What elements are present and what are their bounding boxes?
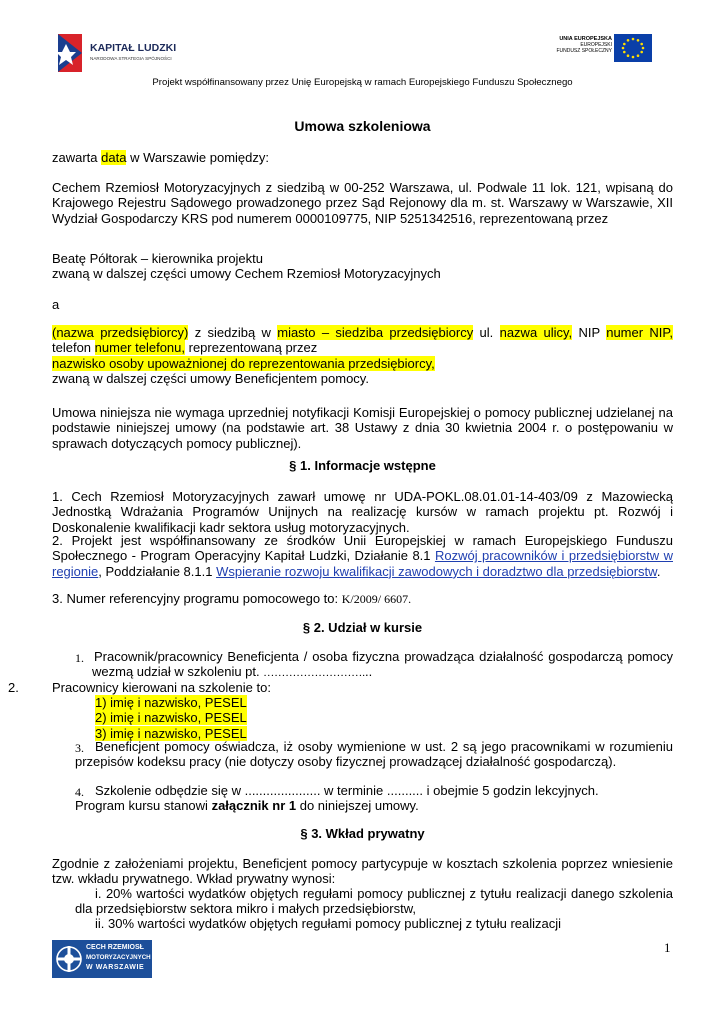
- section3-paragraph: Zgodnie z założeniami projektu, Beneficjent pomocy partycypuje w kosztach szkolenia poprzez wniesienie tzw. wkładu prywatnego. Wkład prywatny wynosi:: [52, 856, 673, 887]
- eu-logo-line3: FUNDUSZ SPOŁECZNY: [556, 48, 612, 54]
- employee-placeholder-2: 2) imię i nazwisko, PESEL: [95, 710, 247, 726]
- city-placeholder: miasto – siedziba przedsiębiorcy: [277, 325, 474, 340]
- attachment-reference: załącznik nr 1: [211, 798, 297, 814]
- link-wspieranie-rozwoju[interactable]: Wspieranie rozwoju kwalifikacji zawodowych i doradztwo dla przedsiębiorstw: [216, 563, 657, 579]
- kapital-ludzki-title: KAPITAŁ LUDZKI: [90, 42, 177, 54]
- kapital-ludzki-logo: [52, 28, 184, 80]
- eu-logo-line2: EUROPEJSKI: [580, 42, 612, 48]
- s2-item1-number: 1.: [75, 651, 84, 665]
- employee-placeholder-1: 1) imię i nazwisko, PESEL: [95, 695, 247, 710]
- reference-number: K/2009/ 6607.: [341, 592, 412, 606]
- cech-logo-line1: CECH RZEMIOSŁ: [86, 944, 144, 951]
- s2-item4-number: 4.: [75, 785, 84, 799]
- s2-item3-number: 3.: [75, 741, 84, 755]
- page-number: 1: [664, 940, 671, 955]
- eu-flag-icon: [614, 34, 652, 62]
- cech-emblem-icon: [54, 943, 84, 975]
- section3-item-i: i. 20% wartości wydatków objętych regułami pomocy publicznej z tytułu realizacji danego szkolenia dla przedsiębiorstw sektora mikro i małych przedsiębiorstw,: [75, 886, 673, 917]
- cech-logo: [52, 940, 152, 978]
- intro-line: zawarta data w Warszawie pomiędzy:: [52, 150, 270, 165]
- s2-item2-number: 2.: [8, 680, 19, 695]
- kapital-ludzki-subtitle: NARODOWA STRATEGIA SPÓJNOŚCI: [90, 56, 172, 61]
- employee-list: [95, 695, 247, 741]
- section1-point3: 3. Numer referencyjny programu pomocowego to: K/2009/ 6607.: [52, 591, 412, 606]
- link-rozwoj-pracownikow[interactable]: Rozwój pracowników i przedsiębiorstw w regionie: [52, 548, 673, 579]
- kapital-ludzki-emblem: [52, 30, 88, 76]
- date-placeholder: data: [101, 150, 127, 165]
- eu-logo: [548, 34, 652, 70]
- phone-placeholder: numer telefonu,: [94, 340, 185, 356]
- party2-paragraph: (nazwa przedsiębiorcy) z siedzibą w miasto – siedziba przedsiębiorcy ul. nazwa ulicy, NIP numer NIP, telefon numer telefonu, reprezentowaną przez nazwisko osoby upoważnionej do reprezentowania przedsiębiorcy, zwaną w dalszej części umowy Beneficjentem pomocy.: [52, 325, 673, 387]
- section2-heading: § 2. Udział w kursie: [302, 620, 423, 635]
- section1-point2: 2. Projekt jest współfinansowany ze środków Unii Europejskiej w ramach Europejskiego Funduszu Społecznego - Program Operacyjny Kapitał Ludzki, Działanie 8.1 Rozwój pracowników i przedsiębiorstw w regionie, Poddziałanie 8.1.1 Wspieranie rozwoju kwalifikacji zawodowych i doradztwo dla przedsiębiorstw.: [52, 533, 673, 579]
- and-separator: a: [52, 297, 60, 312]
- page-title: Umowa szkoleniowa: [294, 118, 431, 134]
- representative-placeholder: nazwisko osoby upoważnionej do reprezentowania przedsiębiorcy,: [52, 355, 435, 371]
- section1-point1: 1. Cech Rzemiosł Motoryzacyjnych zawarł umowę nr UDA-POKL.08.01.01-14-403/09 z Mazowiecką Jednostką Wdrażania Programów Unijnych na realizację kursów w ramach projektu pt. Rozwój i Doskonalenie kwalifikacji kadr sektora usług motoryzacyjnych.: [52, 489, 673, 535]
- representative-line: Beatę Półtorak – kierownika projektu: [52, 251, 264, 266]
- s2-item3-text: Beneficjent pomocy oświadcza, iż osoby wymienione w ust. 2 są jego pracownikami w rozumieniu przepisów kodeksu pracy (nie dotyczy osoby fizycznej prowadzącej działalność gospodarczą).: [75, 739, 673, 770]
- notice-paragraph: Umowa niniejsza nie wymaga uprzedniej notyfikacji Komisji Europejskiej o pomocy publicznej udzielanej na podstawie niniejszej umowy (na podstawie art. 38 Ustawy z dnia 30 kwietnia 2004 r. o postępowaniu w sprawach dotyczących pomocy publicznej).: [52, 405, 673, 451]
- representative-role-line: zwaną w dalszej części umowy Cechem Rzemiosł Motoryzacyjnych: [52, 266, 441, 281]
- eu-logo-line1: UNIA EUROPEJSKA: [559, 36, 612, 42]
- cech-logo-line3: W WARSZAWIE: [86, 964, 145, 971]
- s2-item4-text: Szkolenie odbędzie się w ..................... w terminie .......... i obejmie 5 godzin lekcyjnych. Program kursu stanowi załącznik nr 1 do niniejszej umowy.: [75, 783, 599, 814]
- section1-heading: § 1. Informacje wstępne: [289, 458, 436, 473]
- section3-heading: § 3. Wkład prywatny: [300, 826, 425, 841]
- section3-item-ii: ii. 30% wartości wydatków objętych regułami pomocy publicznej z tytułu realizacji: [95, 916, 562, 931]
- nip-placeholder: numer NIP,: [606, 325, 673, 340]
- street-placeholder: nazwa ulicy,: [499, 325, 573, 340]
- employee-placeholder-3: 3) imię i nazwisko, PESEL: [95, 725, 247, 741]
- s2-item1-text: Pracownik/pracownicy Beneficjenta / osoba fizyczna prowadząca działalność gospodarczą pomocy wezmą udział w szkoleniu pt. ………………………...: [92, 649, 673, 680]
- cech-logo-line2: MOTORYZACYJNYCH: [86, 954, 151, 961]
- party1-paragraph: Cechem Rzemiosł Motoryzacyjnych z siedzibą w 00-252 Warszawa, ul. Podwale 11 lok. 121, wpisaną do Krajowego Rejestru Sądowego prowadzonego przez Sąd Rejonowy dla m. st. Warszawy w Warszawie, XII Wydział Gospodarczy KRS pod numerem 0000109775, NIP 5251342516, reprezentowaną przez: [52, 180, 673, 226]
- cofinance-note: Projekt współfinansowany przez Unię Europejską w ramach Europejskiego Funduszu Społecznego: [152, 77, 573, 88]
- s2-item2-text: Pracownicy kierowani na szkolenie to:: [52, 680, 271, 695]
- company-name-placeholder: (nazwa przedsiębiorcy): [52, 325, 189, 340]
